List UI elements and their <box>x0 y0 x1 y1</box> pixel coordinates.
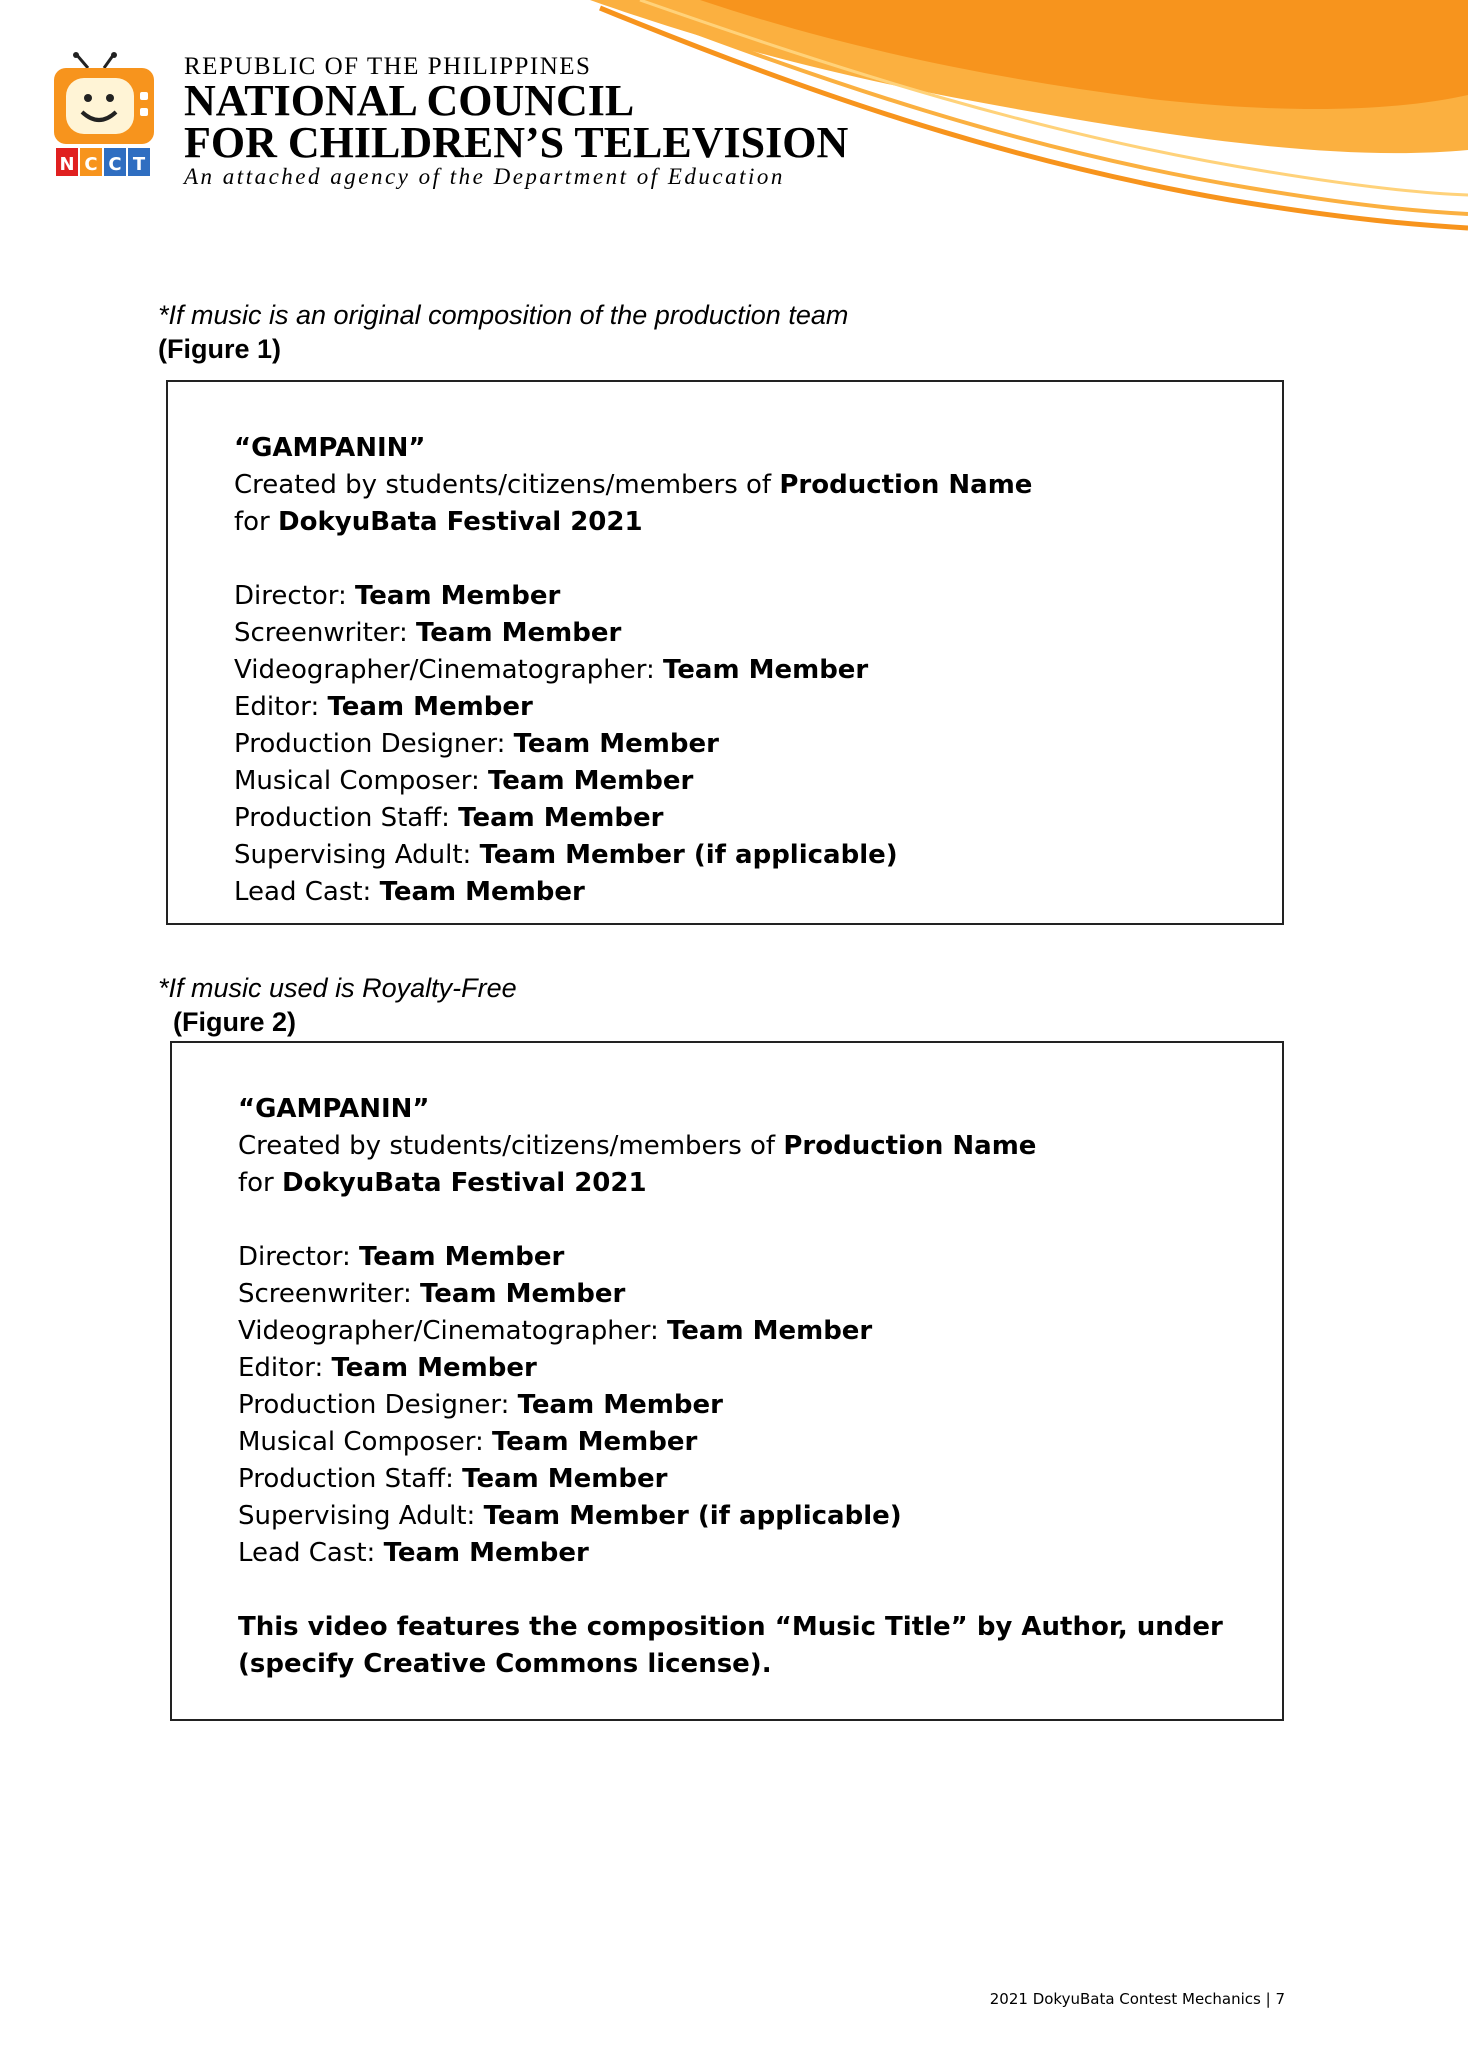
credit-line <box>238 1387 1238 1424</box>
credit-role: Production Staff: <box>238 1464 463 1494</box>
credit-name: Team Member <box>462 1464 668 1494</box>
credit-name: Team Member <box>666 1316 873 1346</box>
credit-line <box>238 1498 1238 1535</box>
figure2-credits <box>238 1091 1238 1683</box>
credit-role: Lead Cast: <box>234 877 380 907</box>
figure1-label: (Figure 1) <box>158 334 282 364</box>
credit-line <box>238 1350 1238 1387</box>
for-prefix: for <box>234 507 279 537</box>
credit-name: Team Member <box>492 1427 698 1457</box>
credit-line <box>234 615 1032 652</box>
credit-line <box>234 800 1032 837</box>
credit-name: Team Member <box>488 766 694 796</box>
credit-line <box>238 1276 1238 1313</box>
credit-line <box>234 689 1032 726</box>
logo-letter: C <box>84 154 98 175</box>
logo-letter: T <box>132 154 146 175</box>
credit-line <box>238 1535 1238 1572</box>
credit-role: Screenwriter: <box>234 618 417 648</box>
credit-role: Videographer/Cinematographer: <box>238 1316 667 1346</box>
credit-name: Team Member <box>359 1242 565 1272</box>
credit-name: Team Member (if applicable) <box>479 840 898 870</box>
credit-line <box>238 1424 1238 1461</box>
credit-name: Team Member (if applicable) <box>483 1501 902 1531</box>
credit-name: Team Member <box>331 1353 537 1383</box>
created-prefix: Created by students/citizens/members of <box>238 1131 784 1161</box>
figure1-credits <box>234 430 1032 911</box>
credit-role: Production Designer: <box>238 1390 518 1420</box>
credit-role: Director: <box>234 581 356 611</box>
credit-role: Lead Cast: <box>238 1538 384 1568</box>
credit-line <box>238 1461 1238 1498</box>
credit-line <box>234 763 1032 800</box>
credit-name: Team Member <box>327 692 533 722</box>
credit-name: Team Member <box>383 1538 589 1568</box>
credit-line <box>234 652 1032 689</box>
council-name-line2: FOR CHILDREN’S TELEVISION <box>184 118 849 167</box>
created-prefix: Created by students/citizens/members of <box>234 470 780 500</box>
credit-name: Team Member <box>416 618 622 648</box>
festival-name: DokyuBata Festival 2021 <box>282 1168 647 1198</box>
production-name: Production Name <box>783 1131 1037 1161</box>
figure1-note: *If music is an original composition of the production team <box>158 300 849 330</box>
credit-role: Production Designer: <box>234 729 514 759</box>
credit-name: Team Member <box>458 803 664 833</box>
music-statement: This video features the composition “Music Title” by Author, under (specify Creative Commons license). <box>238 1612 1223 1679</box>
credit-role: Screenwriter: <box>238 1279 421 1309</box>
credit-line <box>234 837 1032 874</box>
credit-role: Production Staff: <box>234 803 459 833</box>
republic-label: REPUBLIC OF THE PHILIPPINES <box>184 53 592 80</box>
logo-letter: N <box>59 154 75 175</box>
production-name: Production Name <box>779 470 1033 500</box>
credit-role: Videographer/Cinematographer: <box>234 655 663 685</box>
credit-name: Team Member <box>379 877 585 907</box>
festival-name: DokyuBata Festival 2021 <box>278 507 643 537</box>
credit-role: Editor: <box>234 692 328 722</box>
logo-letter: C <box>108 154 122 175</box>
credit-role: Editor: <box>238 1353 332 1383</box>
figure2-title: “GAMPANIN” <box>238 1094 430 1124</box>
council-name-line1: NATIONAL COUNCIL <box>184 76 635 125</box>
credit-name: Team Member <box>513 729 719 759</box>
credit-name: Team Member <box>662 655 869 685</box>
credit-name: Team Member <box>517 1390 723 1420</box>
figure2-note: *If music used is Royalty-Free <box>158 973 517 1003</box>
credit-line <box>238 1239 1238 1276</box>
credit-line <box>238 1313 1238 1350</box>
attached-agency-note: An attached agency of the Department of Education <box>184 164 785 189</box>
credit-role: Musical Composer: <box>234 766 488 796</box>
page-footer: 2021 DokyuBata Contest Mechanics | 7 <box>989 1990 1285 2008</box>
credit-name: Team Member <box>420 1279 626 1309</box>
credit-role: Musical Composer: <box>238 1427 492 1457</box>
credit-line <box>234 578 1032 615</box>
credit-line <box>234 726 1032 763</box>
figure2-label: (Figure 2) <box>173 1007 297 1037</box>
credit-role: Director: <box>238 1242 360 1272</box>
figure1-title: “GAMPANIN” <box>234 433 426 463</box>
agency-header <box>184 54 848 190</box>
credit-name: Team Member <box>355 581 561 611</box>
for-prefix: for <box>238 1168 283 1198</box>
credit-role: Supervising Adult: <box>234 840 480 870</box>
credit-line <box>234 874 1032 911</box>
credit-role: Supervising Adult: <box>238 1501 484 1531</box>
ncct-tv-logo <box>52 52 156 180</box>
